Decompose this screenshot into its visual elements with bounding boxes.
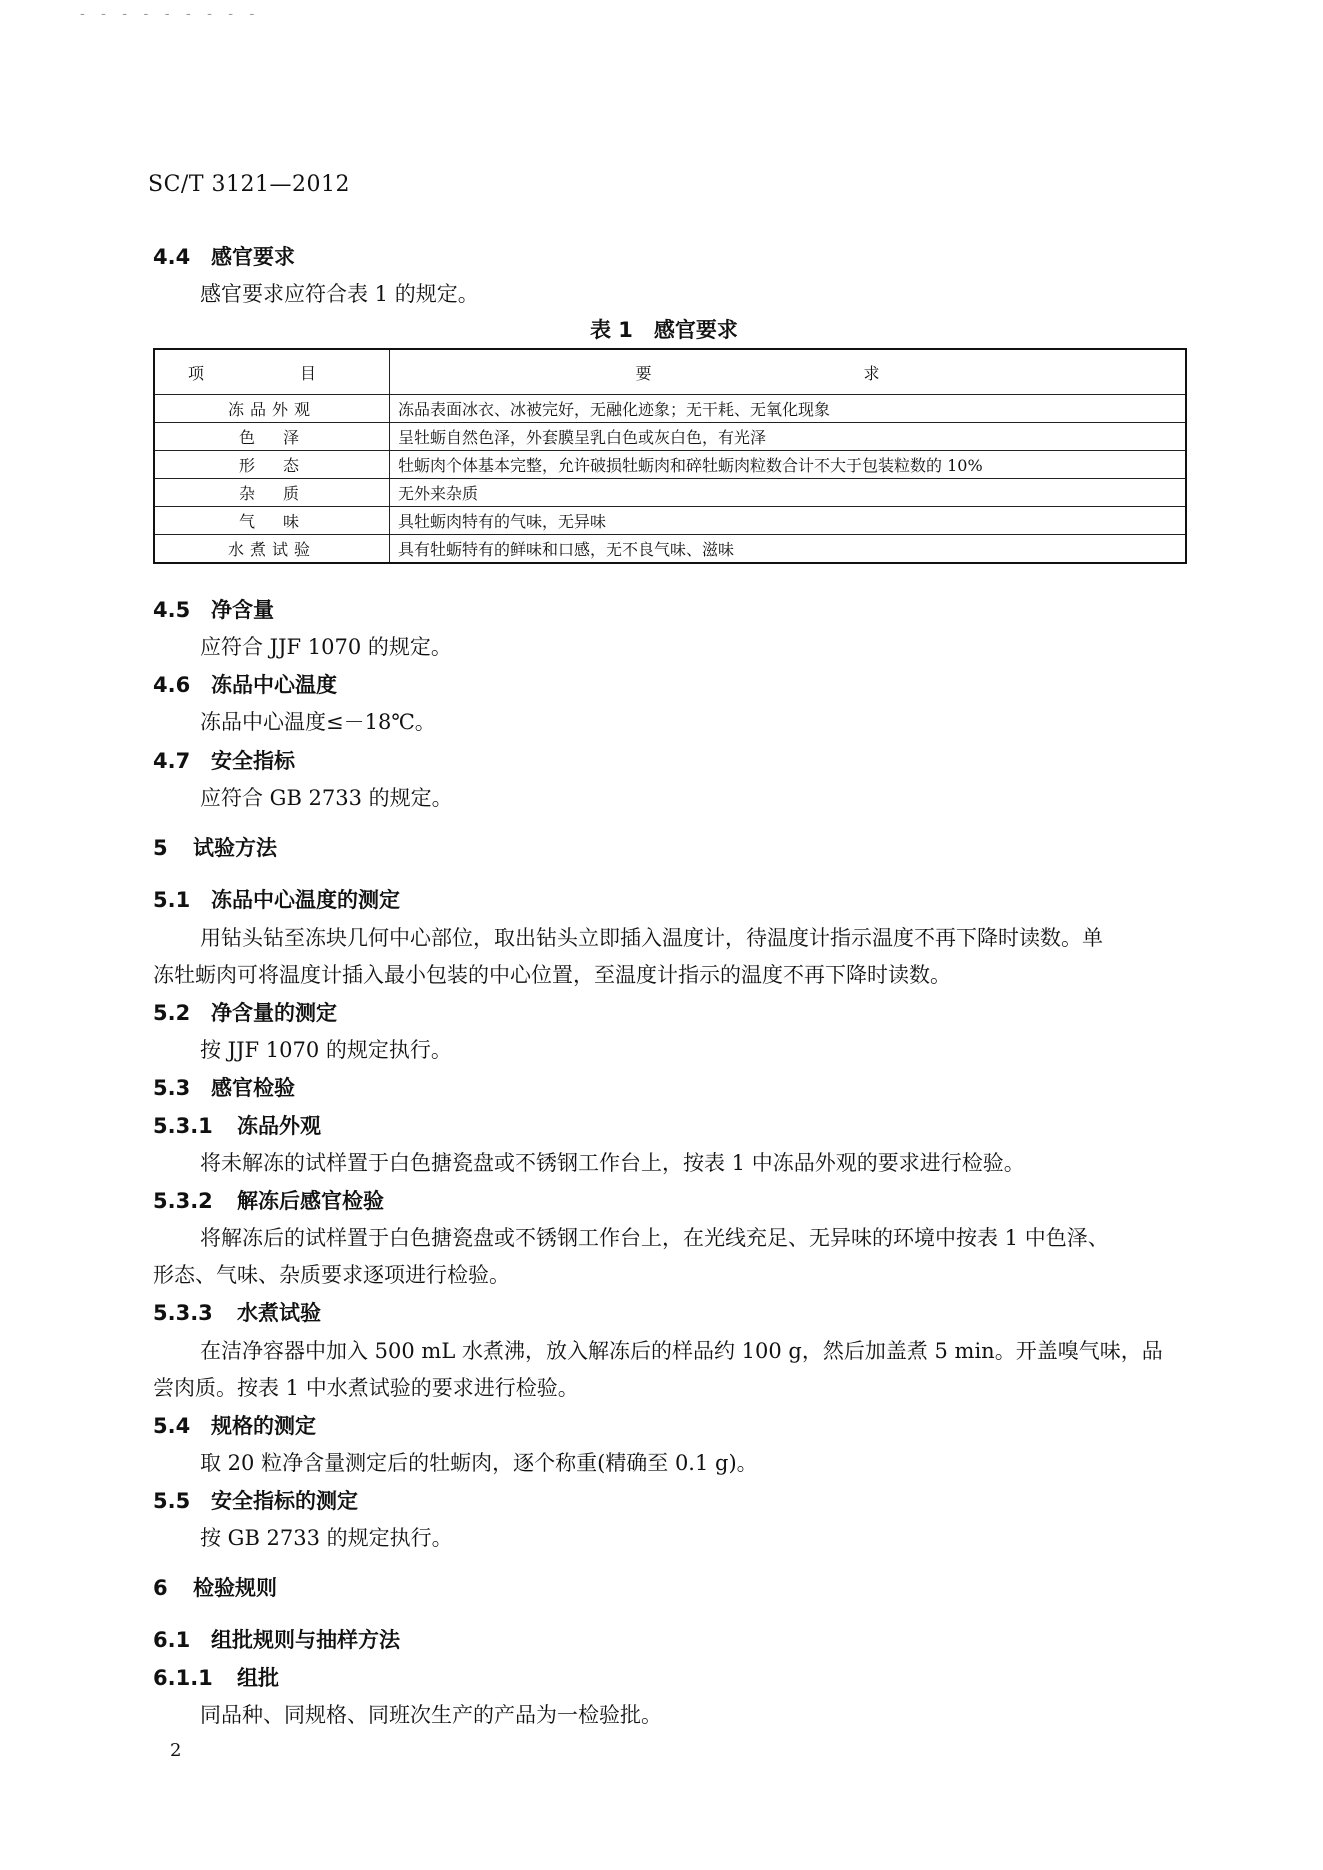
table-caption: 表 1 感官要求 <box>590 318 738 342</box>
section-title: 检验规则 <box>193 1576 277 1600</box>
section-5-3-2-heading <box>153 1185 384 1215</box>
table-header-requirement: 要 求 <box>390 349 1187 395</box>
standard-code: SC/T 3121—2012 <box>148 172 350 197</box>
section-number: 6.1 <box>153 1628 191 1652</box>
section-5-3-2-line-1: 将解冻后的试样置于白色搪瓷盘或不锈钢工作台上，在光线充足、无异味的环境中按表 1 中色泽、 <box>200 1226 1109 1250</box>
section-title: 组批规则与抽样方法 <box>211 1628 400 1652</box>
section-number: 5.5 <box>153 1489 191 1513</box>
table-row <box>154 507 1186 535</box>
section-number: 6.1.1 <box>153 1666 213 1690</box>
section-number: 5.2 <box>153 1001 191 1025</box>
section-5-2-heading <box>153 997 337 1027</box>
section-number: 5.3.2 <box>153 1189 213 1213</box>
section-title: 冻品中心温度 <box>211 673 337 697</box>
section-5-5-text: 按 GB 2733 的规定执行。 <box>200 1526 453 1550</box>
header-decoration: - - - - - - - - - <box>80 6 261 22</box>
section-number: 5.3 <box>153 1076 191 1100</box>
section-title: 冻品外观 <box>237 1114 321 1138</box>
section-number: 5.1 <box>153 888 191 912</box>
section-title: 安全指标 <box>211 749 295 773</box>
section-5-3-3-heading <box>153 1297 321 1327</box>
section-number: 6 <box>153 1576 168 1600</box>
section-4-5-text: 应符合 JJF 1070 的规定。 <box>200 635 452 659</box>
table-cell-requirement: 牡蛎肉个体基本完整，允许破损牡蛎肉和碎牡蛎肉粒数合计不大于包装粒数的 10% <box>390 451 1187 479</box>
section-4-4-heading <box>153 241 295 271</box>
section-5-3-2-line-2: 形态、气味、杂质要求逐项进行检验。 <box>153 1263 510 1287</box>
section-4-4-text: 感官要求应符合表 1 的规定。 <box>200 282 479 306</box>
section-5-3-1-text: 将未解冻的试样置于白色搪瓷盘或不锈钢工作台上，按表 1 中冻品外观的要求进行检验。 <box>200 1151 1025 1175</box>
section-6-1-1-text: 同品种、同规格、同班次生产的产品为一检验批。 <box>200 1703 662 1727</box>
table-cell-item: 水煮试验 <box>154 535 390 564</box>
section-4-7-text: 应符合 GB 2733 的规定。 <box>200 786 453 810</box>
table-row <box>154 395 1186 423</box>
section-title: 净含量的测定 <box>211 1001 337 1025</box>
table-row <box>154 451 1186 479</box>
sensory-requirements-table <box>153 348 1187 564</box>
section-5-1-line-2: 冻牡蛎肉可将温度计插入最小包装的中心位置，至温度计指示的温度不再下降时读数。 <box>153 963 951 987</box>
table-cell-requirement: 具牡蛎肉特有的气味，无异味 <box>390 507 1187 535</box>
page-number: 2 <box>170 1740 182 1761</box>
section-title: 安全指标的测定 <box>211 1489 358 1513</box>
section-number: 4.6 <box>153 673 191 697</box>
section-5-3-3-line-1: 在洁净容器中加入 500 mL 水煮沸，放入解冻后的样品约 100 g，然后加盖煮 5 min。开盖嗅气味，品 <box>200 1339 1163 1363</box>
section-6-1-1-heading <box>153 1662 279 1692</box>
section-title: 规格的测定 <box>211 1414 316 1438</box>
section-title: 水煮试验 <box>237 1301 321 1325</box>
table-cell-item: 冻品外观 <box>154 395 390 423</box>
section-number: 5.3.3 <box>153 1301 213 1325</box>
section-title: 感官检验 <box>211 1076 295 1100</box>
section-5-1-line-1: 用钻头钻至冻块几何中心部位，取出钻头立即插入温度计，待温度计指示温度不再下降时读数。单 <box>200 926 1103 950</box>
section-5-4-heading <box>153 1410 316 1440</box>
table-row <box>154 535 1186 564</box>
section-5-1-heading <box>153 884 400 914</box>
table-cell-requirement: 无外来杂质 <box>390 479 1187 507</box>
table-row <box>154 479 1186 507</box>
table-cell-item: 杂 质 <box>154 479 390 507</box>
section-5-3-heading <box>153 1072 295 1102</box>
table-header-item: 项 目 <box>154 349 390 395</box>
section-4-7-heading <box>153 745 295 775</box>
section-5-3-3-line-2: 尝肉质。按表 1 中水煮试验的要求进行检验。 <box>153 1376 579 1400</box>
table-cell-requirement: 具有牡蛎特有的鲜味和口感，无不良气味、滋味 <box>390 535 1187 564</box>
section-4-5-heading <box>153 594 274 624</box>
section-title: 净含量 <box>211 598 274 622</box>
section-4-6-heading <box>153 669 337 699</box>
section-number: 5 <box>153 836 168 860</box>
section-5-heading <box>153 832 277 862</box>
section-5-3-1-heading <box>153 1110 321 1140</box>
section-title: 冻品中心温度的测定 <box>211 888 400 912</box>
section-6-1-heading <box>153 1624 400 1654</box>
section-6-heading <box>153 1572 277 1602</box>
section-5-5-heading <box>153 1485 358 1515</box>
section-number: 4.4 <box>153 245 191 269</box>
section-number: 4.7 <box>153 749 191 773</box>
section-title: 组批 <box>237 1666 279 1690</box>
section-title: 感官要求 <box>211 245 295 269</box>
section-number: 4.5 <box>153 598 191 622</box>
table-cell-requirement: 冻品表面冰衣、冰被完好，无融化迹象；无干耗、无氧化现象 <box>390 395 1187 423</box>
section-title: 试验方法 <box>193 836 277 860</box>
table-header-row <box>154 349 1186 395</box>
section-number: 5.3.1 <box>153 1114 213 1138</box>
section-number: 5.4 <box>153 1414 191 1438</box>
table-cell-item: 形 态 <box>154 451 390 479</box>
section-title: 解冻后感官检验 <box>237 1189 384 1213</box>
table-cell-requirement: 呈牡蛎自然色泽，外套膜呈乳白色或灰白色，有光泽 <box>390 423 1187 451</box>
table-cell-item: 气 味 <box>154 507 390 535</box>
table-row <box>154 423 1186 451</box>
section-4-6-text: 冻品中心温度≤－18℃。 <box>200 710 436 734</box>
section-5-2-text: 按 JJF 1070 的规定执行。 <box>200 1038 452 1062</box>
table-cell-item: 色 泽 <box>154 423 390 451</box>
section-5-4-text: 取 20 粒净含量测定后的牡蛎肉，逐个称重(精确至 0.1 g)。 <box>200 1451 758 1475</box>
